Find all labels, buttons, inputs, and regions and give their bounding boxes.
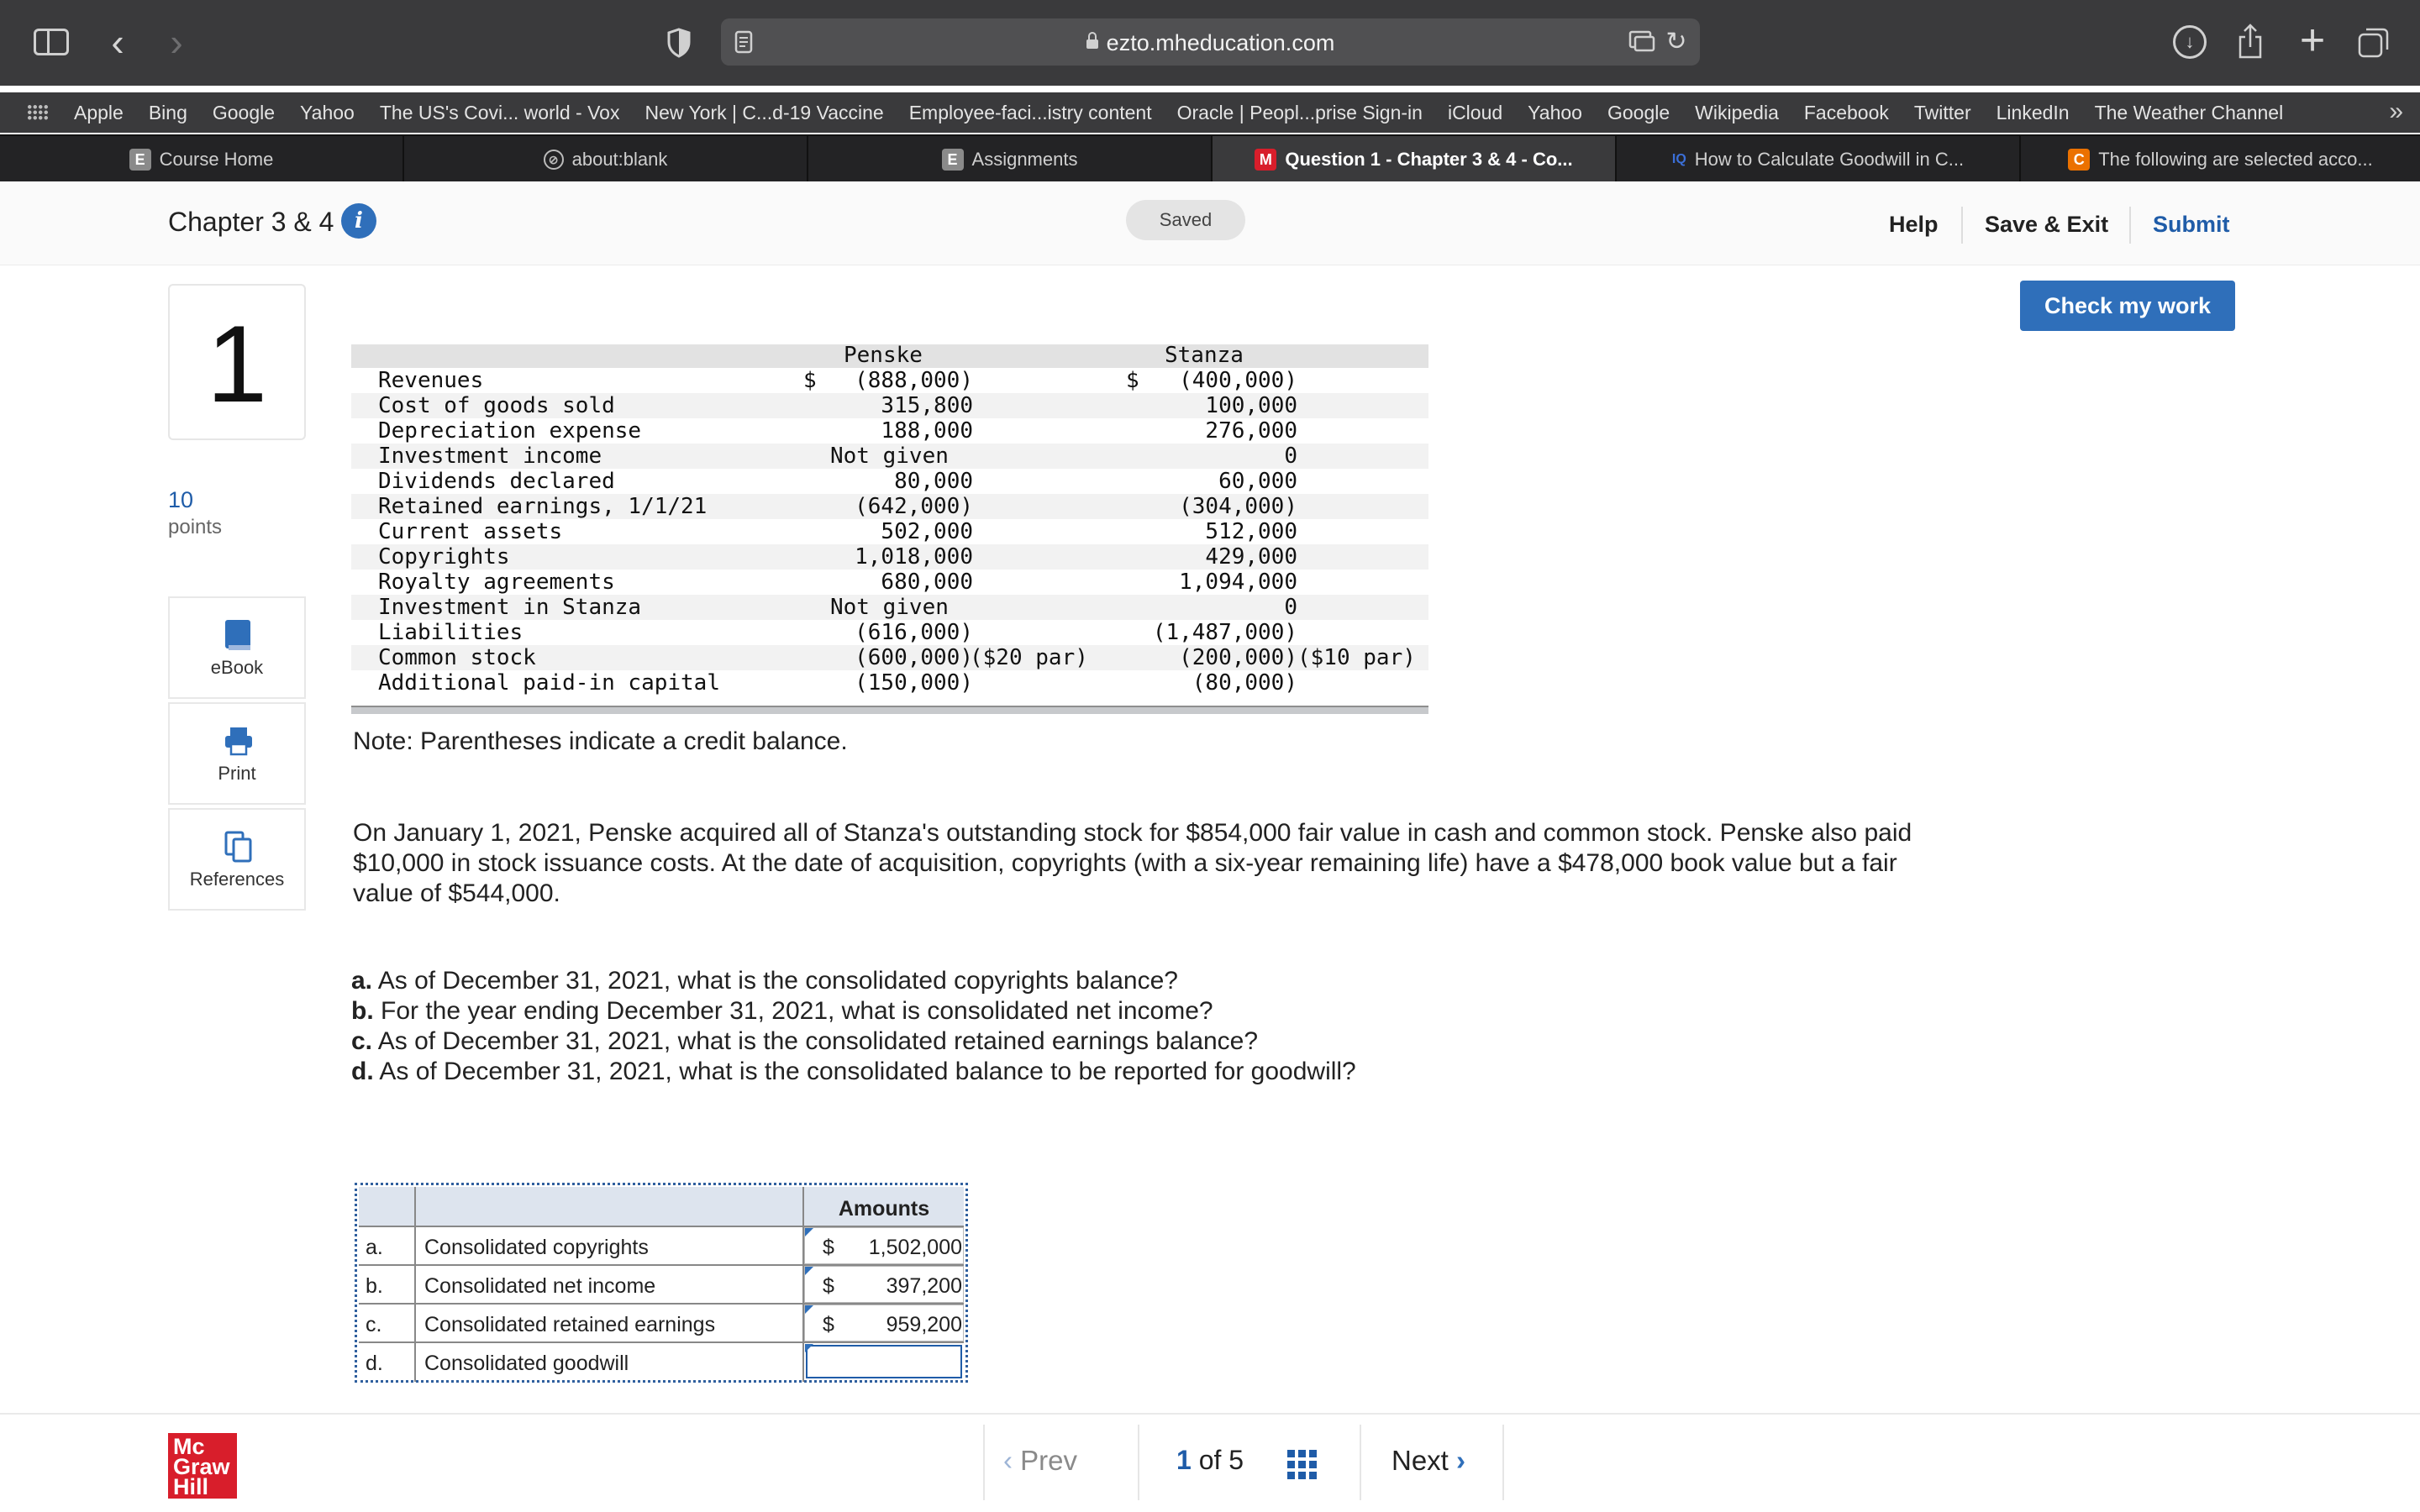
flag-icon — [805, 1305, 813, 1314]
answer-row-copyrights — [359, 1226, 964, 1264]
save-exit-button[interactable]: Save & Exit — [1985, 212, 2109, 237]
favorite-link[interactable]: Google — [212, 101, 276, 123]
dollar-sign: $ — [823, 1313, 834, 1336]
question-item: b. For the year ending December 31, 2021, what is consolidated net income? — [351, 997, 1213, 1025]
address-bar[interactable] — [721, 18, 1700, 66]
prev-button[interactable]: ‹ Prev — [1003, 1445, 1078, 1476]
favorite-link[interactable]: New York | C...d-19 Vaccine — [644, 101, 884, 123]
amount-value: 397,200 — [886, 1274, 962, 1298]
compass-icon: ⊘ — [544, 150, 564, 170]
row-label: Common stock — [378, 645, 536, 670]
stanza-value: 0 — [1284, 444, 1297, 469]
print-label: Print — [218, 763, 256, 784]
row-label: Dividends declared — [378, 469, 615, 494]
penske-value: (616,000) — [855, 620, 973, 645]
penske-value: (600,000) — [855, 645, 973, 670]
tab-course-home[interactable] — [0, 136, 404, 183]
favorite-link[interactable]: Yahoo — [300, 101, 355, 123]
penske-value: (642,000) — [855, 494, 973, 519]
chevron-left-icon: ‹ — [1003, 1445, 1013, 1476]
tab-label: Course Home — [159, 149, 274, 170]
row-label: Royalty agreements — [378, 570, 615, 595]
tab-question-1[interactable] — [1213, 136, 1617, 183]
favorite-link[interactable]: Employee-faci...istry content — [908, 101, 1152, 123]
column-header-stanza: Stanza — [1165, 343, 1244, 368]
info-icon[interactable]: i — [341, 203, 376, 239]
stanza-value: (400,000) — [1179, 368, 1297, 393]
stanza-value: 0 — [1284, 595, 1297, 620]
stanza-value: (1,487,000) — [1152, 620, 1297, 645]
favicon-icon: E — [129, 149, 151, 171]
stanza-value: 100,000 — [1205, 393, 1297, 418]
tab-assignments[interactable] — [808, 136, 1213, 183]
row-label: Retained earnings, 1/1/21 — [378, 494, 708, 519]
lock-icon — [1086, 39, 1098, 49]
favorite-link[interactable]: The US's Covi... world - Vox — [379, 101, 620, 123]
dollar-sign: $ — [823, 1236, 834, 1259]
row-label: Consolidated retained earnings — [424, 1313, 716, 1336]
penske-value: 315,800 — [881, 393, 973, 418]
flag-icon — [805, 1344, 813, 1352]
question-list — [351, 966, 1356, 1087]
amount-value: 1,502,000 — [868, 1236, 962, 1259]
favicon-icon: M — [1255, 149, 1276, 171]
row-letter: d. — [366, 1352, 383, 1375]
goodwill-amount-input[interactable] — [806, 1345, 962, 1378]
tab-label: about:blank — [571, 149, 668, 170]
favicon-icon: C — [2068, 149, 2090, 171]
back-arrow-icon[interactable]: ‹ — [111, 20, 124, 64]
tab-label: Assignments — [971, 149, 1078, 170]
question-number: 1 — [206, 302, 268, 425]
check-my-work-button[interactable]: Check my work — [2020, 281, 2235, 331]
sidebar-toggle-icon[interactable] — [34, 29, 69, 55]
flag-icon — [805, 1228, 813, 1236]
penske-value: 1,018,000 — [855, 544, 973, 570]
problem-statement: On January 1, 2021, Penske acquired all of Stanza's outstanding stock for $854,000 fair value in cash and common stock. Penske also paid $10,000 in stock issuance costs. At the date of acquisition, copyrights (with a six-year remaining life) have a $478,000 book value but a fair value of $544,000. — [353, 819, 1912, 907]
par-value: ($10 par) — [1297, 645, 1416, 670]
table-row — [351, 494, 1428, 519]
table-row — [351, 368, 1428, 393]
stanza-value: 512,000 — [1205, 519, 1297, 544]
page-title: Chapter 3 & 4 — [168, 207, 334, 237]
tab-bar — [0, 134, 2420, 181]
favorite-link[interactable]: The Weather Channel — [2094, 101, 2284, 123]
row-label: Investment in Stanza — [378, 595, 642, 620]
favorite-link[interactable]: Google — [1607, 101, 1670, 123]
favorite-link[interactable]: Bing — [148, 101, 187, 123]
tab-chegg[interactable] — [2021, 136, 2420, 183]
answer-table-header — [359, 1187, 964, 1226]
chevron-right-icon: › — [1456, 1445, 1466, 1476]
favorites-grid-icon[interactable] — [27, 104, 49, 121]
next-button[interactable]: Next › — [1392, 1445, 1466, 1476]
favicon-icon: E — [942, 149, 964, 171]
row-label: Current assets — [378, 519, 563, 544]
divider — [1961, 207, 1963, 244]
tab-overview-icon[interactable] — [2357, 25, 2391, 59]
table-row — [351, 620, 1428, 645]
reader-icon[interactable] — [721, 18, 766, 66]
tab-label: How to Calculate Goodwill in C... — [1694, 149, 1965, 170]
answer-row-retained-earnings — [359, 1303, 964, 1341]
help-button[interactable]: Help — [1889, 212, 1939, 237]
book-icon — [224, 618, 254, 652]
penske-value: (150,000) — [855, 670, 973, 696]
references-label: References — [189, 869, 285, 890]
download-icon[interactable]: ↓ — [2173, 25, 2207, 59]
stanza-value: (304,000) — [1179, 494, 1297, 519]
stanza-value: (200,000) — [1179, 645, 1297, 670]
favorite-link[interactable]: Twitter — [1913, 101, 1971, 123]
new-tab-icon[interactable]: + — [2299, 16, 2326, 65]
penske-value: 80,000 — [894, 469, 973, 494]
row-label: Investment income — [378, 444, 602, 469]
points-label: points — [168, 516, 223, 538]
row-label: Consolidated net income — [424, 1274, 656, 1298]
favorite-link[interactable]: Oracle | Peopl...prise Sign-in — [1176, 101, 1423, 123]
print-button[interactable] — [168, 702, 306, 805]
printer-icon — [224, 724, 254, 758]
row-label: Liabilities — [378, 620, 523, 645]
penske-value: 188,000 — [881, 418, 973, 444]
favicon-icon: IQ — [1671, 152, 1686, 166]
copy-pages-icon — [224, 830, 254, 864]
favorites-bar — [0, 92, 2420, 133]
flag-icon — [805, 1267, 813, 1275]
answer-table — [355, 1183, 968, 1383]
column-header-penske: Penske — [844, 343, 923, 368]
favorite-link[interactable]: Facebook — [1803, 101, 1889, 123]
credit-balance-note: Note: Parentheses indicate a credit balance. — [353, 727, 848, 755]
row-label: Copyrights — [378, 544, 510, 570]
favorite-link[interactable]: Apple — [74, 101, 124, 123]
footer-divider — [0, 1413, 2420, 1415]
answer-row-goodwill — [359, 1341, 964, 1380]
stanza-value: 429,000 — [1205, 544, 1297, 570]
table-row — [351, 469, 1428, 494]
chevron-more-icon[interactable]: » — [2389, 97, 2403, 125]
row-label: Revenues — [378, 368, 484, 393]
table-row — [351, 570, 1428, 595]
dollar-sign: $ — [803, 368, 817, 393]
reload-icon[interactable]: ↻ — [1665, 27, 1687, 55]
stanza-value: 1,094,000 — [1179, 570, 1297, 595]
browser-toolbar — [0, 0, 2420, 86]
ebook-label: eBook — [210, 657, 264, 678]
privacy-shield-icon[interactable] — [664, 25, 694, 60]
row-label: Consolidated goodwill — [424, 1352, 629, 1375]
display-icon[interactable] — [1628, 29, 1656, 54]
penske-value: (888,000) — [855, 368, 973, 393]
question-item: c. As of December 31, 2021, what is the consolidated retained earnings balance? — [351, 1027, 1259, 1055]
amount-value: 959,200 — [886, 1313, 962, 1336]
row-letter: a. — [366, 1236, 383, 1259]
divider — [2129, 207, 2131, 244]
references-button[interactable] — [168, 808, 306, 911]
mcgraw-hill-logo: Mc Graw Hill — [168, 1433, 237, 1499]
row-label: Consolidated copyrights — [424, 1236, 649, 1259]
favorite-link[interactable]: LinkedIn — [1996, 101, 2070, 123]
stanza-value: 60,000 — [1218, 469, 1297, 494]
row-label: Additional paid-in capital — [378, 670, 720, 696]
penske-value: 502,000 — [881, 519, 973, 544]
favorite-link[interactable]: Yahoo — [1528, 101, 1582, 123]
row-label: Cost of goods sold — [378, 393, 615, 418]
dollar-sign: $ — [1126, 368, 1139, 393]
favorite-link[interactable]: Wikipedia — [1695, 101, 1779, 123]
table-row — [351, 544, 1428, 570]
tab-about-blank[interactable] — [404, 136, 808, 183]
grid-view-icon[interactable] — [1287, 1450, 1318, 1480]
table-row — [351, 670, 1428, 696]
table-row — [351, 393, 1428, 418]
saved-status-badge: Saved — [1126, 200, 1245, 240]
favorite-link[interactable]: iCloud — [1447, 101, 1503, 123]
penske-value: Not given — [830, 595, 949, 620]
account-balances-table — [351, 344, 1428, 717]
stanza-value: 276,000 — [1205, 418, 1297, 444]
ebook-button[interactable] — [168, 596, 306, 699]
question-pager — [983, 1425, 1504, 1500]
answer-row-net-income — [359, 1264, 964, 1303]
page-indicator[interactable]: 1 of 5 — [1176, 1445, 1244, 1475]
table-row — [351, 595, 1428, 620]
table-row — [351, 418, 1428, 444]
table-footer-bar — [351, 706, 1428, 714]
tab-label: The following are selected acco... — [2098, 149, 2373, 170]
par-value: ($20 par) — [970, 645, 1088, 670]
penske-value: Not given — [830, 444, 949, 469]
table-header — [351, 344, 1428, 368]
amounts-header: Amounts — [838, 1197, 930, 1221]
points-value: 10 — [168, 487, 194, 512]
url-text: ezto.mheducation.com — [1106, 30, 1335, 55]
row-label: Depreciation expense — [378, 418, 642, 444]
question-item: d. As of December 31, 2021, what is the consolidated balance to be reported for goodwill? — [351, 1058, 1356, 1085]
row-letter: c. — [366, 1313, 382, 1336]
table-row — [351, 444, 1428, 469]
tab-goodwill[interactable] — [1617, 136, 2021, 183]
dollar-sign: $ — [823, 1274, 834, 1298]
assignment-header — [0, 181, 2420, 265]
table-row — [351, 645, 1428, 670]
share-icon[interactable] — [2233, 22, 2267, 60]
penske-value: 680,000 — [881, 570, 973, 595]
question-number-box — [168, 284, 306, 440]
tab-label: Question 1 - Chapter 3 & 4 - Co... — [1285, 149, 1573, 170]
forward-arrow-icon[interactable]: › — [170, 20, 183, 64]
submit-button[interactable]: Submit — [2153, 212, 2230, 237]
stanza-value: (80,000) — [1192, 670, 1297, 696]
question-item: a. As of December 31, 2021, what is the consolidated copyrights balance? — [351, 967, 1178, 995]
table-row — [351, 519, 1428, 544]
row-letter: b. — [366, 1274, 383, 1298]
